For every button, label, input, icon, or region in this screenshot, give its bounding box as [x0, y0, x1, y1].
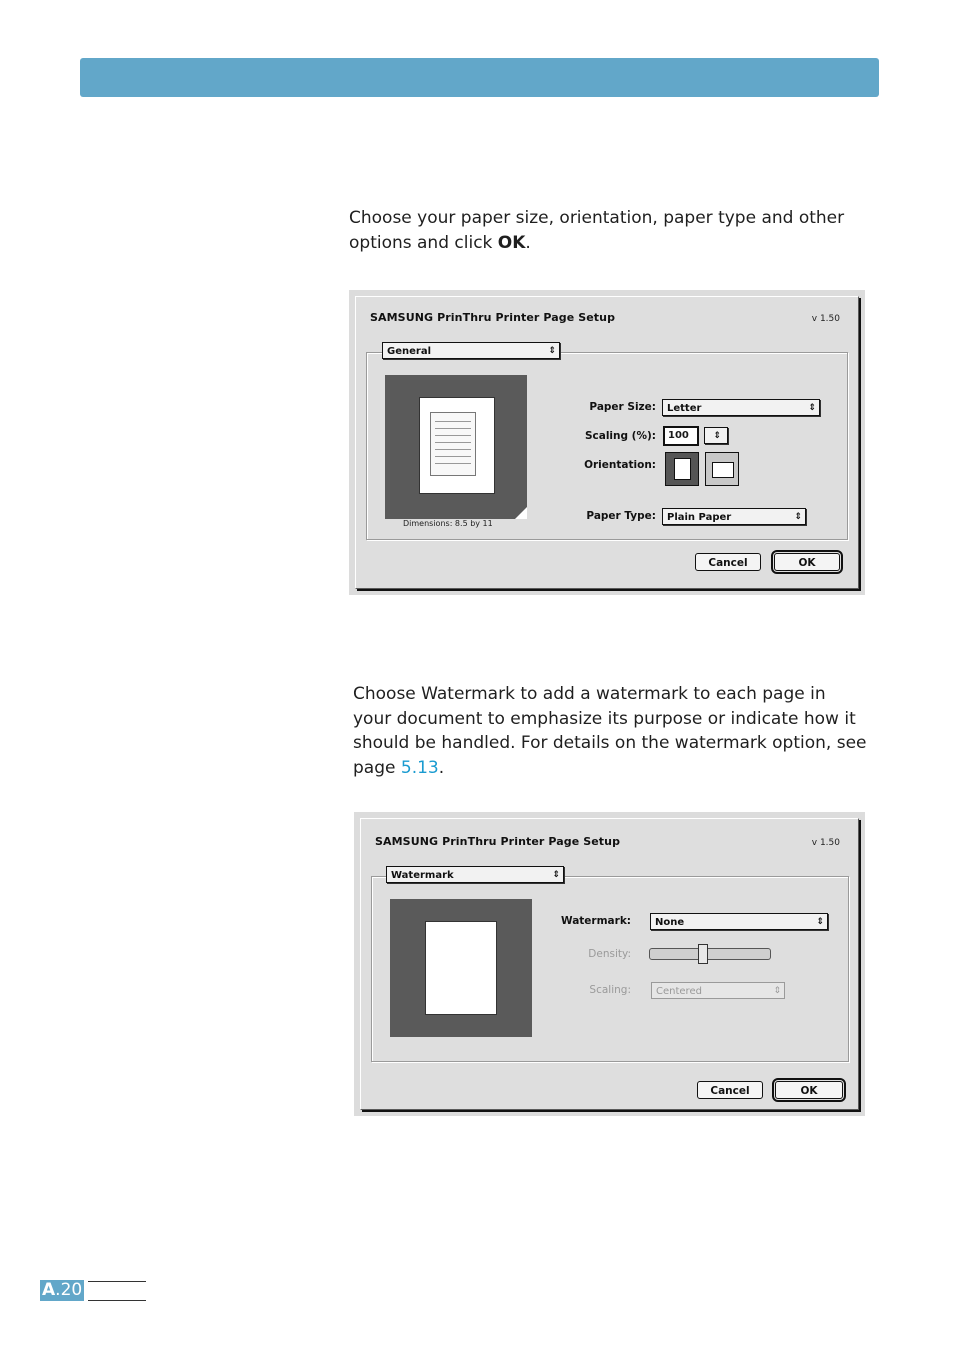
popup-arrows-icon: ⇕ — [794, 512, 802, 522]
dialog-title: SAMSUNG PrinThru Printer Page Setup — [370, 311, 616, 324]
popup-arrows-icon: ⇕ — [548, 346, 556, 356]
paragraph-end: . — [438, 757, 445, 778]
page-preview — [385, 375, 527, 519]
scaling-stepper[interactable] — [704, 427, 728, 444]
orientation-label: Orientation: — [584, 459, 656, 471]
paper-sheet-icon — [419, 397, 495, 494]
stepper-arrows-icon: ⇕ — [713, 431, 721, 441]
paper-size-label: Paper Size: — [589, 401, 656, 413]
ok-button[interactable]: OK — [774, 553, 840, 571]
landscape-icon — [712, 462, 734, 478]
scaling-value: Centered — [656, 986, 702, 997]
page-number: .20 — [55, 1280, 83, 1300]
paper-type-popup[interactable] — [662, 508, 806, 525]
footer-rule — [88, 1281, 146, 1301]
paper-type-value: Plain Paper — [667, 512, 732, 523]
page-number-tab — [40, 1280, 84, 1301]
panel-select-popup[interactable] — [382, 342, 560, 359]
scaling-label: Scaling (%): — [584, 430, 656, 442]
watermark-preview — [390, 899, 532, 1037]
dialog-frame — [355, 296, 859, 589]
dimensions-text: Dimensions: 8.5 by 11 — [403, 519, 493, 528]
page-setup-dialog-general — [349, 290, 865, 595]
watermark-label: Watermark: — [561, 915, 631, 927]
dialog-frame — [360, 818, 859, 1110]
portrait-icon — [674, 458, 691, 480]
watermark-popup[interactable] — [650, 913, 828, 930]
cancel-button[interactable]: Cancel — [695, 553, 761, 571]
page-curl-icon — [515, 507, 527, 519]
instruction-paragraph-1 — [349, 206, 849, 255]
ok-emphasis: OK — [497, 232, 526, 253]
paper-type-label: Paper Type: — [586, 510, 656, 522]
density-label: Density: — [588, 948, 631, 960]
cancel-button[interactable]: Cancel — [697, 1081, 763, 1099]
scaling-label: Scaling: — [589, 984, 631, 996]
paragraph-text: Choose your paper size, orientation, paper type and other options and click — [349, 208, 845, 253]
document-icon — [430, 412, 476, 476]
chapter-letter: A — [42, 1280, 56, 1300]
scaling-input[interactable]: 100 — [663, 426, 699, 446]
panel-select-popup[interactable] — [386, 866, 564, 883]
panel-select-value: General — [387, 346, 431, 357]
portrait-orientation-button[interactable] — [665, 452, 699, 486]
paragraph-text: Choose Watermark to add a watermark to each page in your document to emphasize its purpose or indicate how it should be handled. For details on the watermark option, see page — [353, 684, 867, 778]
page-reference-link[interactable]: 5.13 — [400, 757, 439, 778]
paper-size-value: Letter — [667, 403, 702, 414]
paper-size-popup[interactable] — [662, 399, 820, 416]
paper-sheet-icon — [425, 921, 497, 1015]
dialog-version: v 1.50 — [811, 314, 840, 324]
dialog-title: SAMSUNG PrinThru Printer Page Setup — [375, 835, 621, 848]
paragraph-end: . — [525, 232, 531, 253]
dialog-version: v 1.50 — [811, 838, 840, 848]
header-bar — [80, 58, 879, 97]
density-slider[interactable] — [649, 948, 771, 960]
popup-arrows-icon: ⇕ — [552, 870, 560, 880]
popup-arrows-icon: ⇕ — [808, 403, 816, 413]
watermark-value: None — [655, 917, 685, 928]
popup-arrows-icon: ⇕ — [816, 917, 824, 927]
scaling-popup[interactable] — [651, 982, 785, 999]
instruction-paragraph-2 — [353, 682, 869, 780]
ok-button[interactable]: OK — [775, 1081, 843, 1099]
page-setup-dialog-watermark — [354, 812, 865, 1116]
landscape-orientation-button[interactable] — [705, 452, 739, 486]
panel-select-value: Watermark — [391, 870, 454, 881]
popup-arrows-icon: ⇕ — [773, 986, 781, 996]
slider-thumb[interactable] — [698, 944, 708, 964]
